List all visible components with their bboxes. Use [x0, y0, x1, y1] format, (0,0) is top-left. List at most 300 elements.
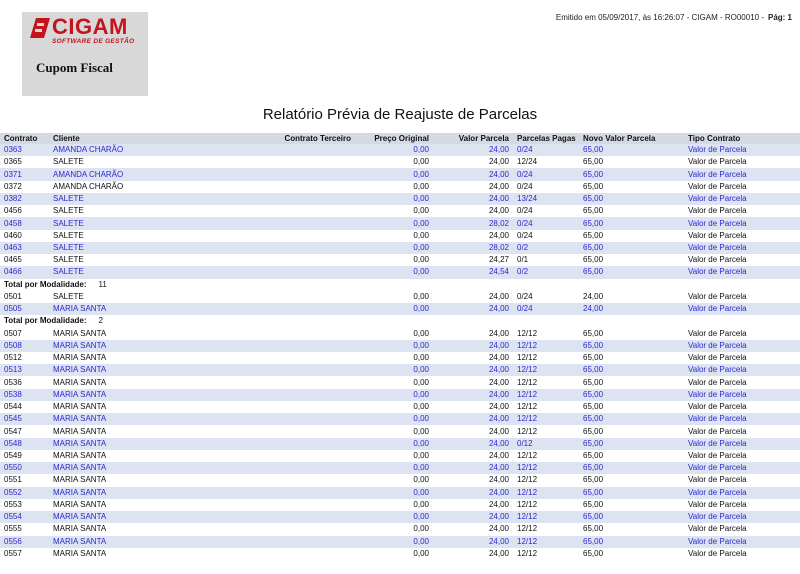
- col-header-contrato-terceiro: Contrato Terceiro: [245, 133, 355, 144]
- cell-cliente: MARIA SANTA: [53, 353, 107, 363]
- table-row: [0, 254, 800, 266]
- cell-contrato: 0547: [4, 426, 22, 436]
- cell-contrato: 0552: [0, 487, 49, 499]
- cell-cliente: SALETE: [53, 255, 84, 265]
- cell-contrato-terceiro: [245, 511, 355, 523]
- cell-cliente: MARIA SANTA: [49, 487, 245, 499]
- table-row: [0, 193, 800, 205]
- cell-preco-original: 0,00: [413, 548, 429, 558]
- cell-tipo-contrato: Valor de Parcela: [684, 193, 800, 205]
- cell-contrato-terceiro: [245, 303, 355, 315]
- logo-tagline: SOFTWARE DE GESTÃO: [52, 38, 135, 45]
- cell-contrato-terceiro: [245, 217, 355, 229]
- cell-preco-original: 0,00: [355, 340, 433, 352]
- table-body: [0, 144, 800, 560]
- cell-novo-valor-parcela: 65,00: [583, 353, 604, 363]
- col-header-preco-original: Preço Original: [355, 133, 433, 144]
- cell-contrato-terceiro: [245, 474, 355, 486]
- cell-parcelas-pagas: 12/12: [513, 340, 579, 352]
- cell-tipo-contrato: Valor de Parcela: [688, 475, 747, 485]
- cell-parcelas-pagas: 0/2: [513, 266, 579, 278]
- cell-contrato: 0501: [4, 291, 22, 301]
- cell-preco-original: 0,00: [413, 402, 429, 412]
- cell-preco-original: 0,00: [413, 377, 429, 387]
- cell-contrato: 0460: [4, 230, 22, 240]
- cell-cliente: MARIA SANTA: [49, 438, 245, 450]
- cell-tipo-contrato: Valor de Parcela: [688, 548, 747, 558]
- cell-valor-parcela: 24,27: [488, 255, 509, 265]
- table-row: [0, 266, 800, 278]
- cell-parcelas-pagas: 12/12: [517, 402, 538, 412]
- cell-novo-valor-parcela: 65,00: [579, 193, 684, 205]
- cell-contrato: 0544: [4, 402, 22, 412]
- cell-cliente: SALETE: [53, 157, 84, 167]
- cell-contrato-terceiro: [245, 450, 355, 462]
- cell-parcelas-pagas: 12/12: [513, 389, 579, 401]
- subtotal-row: [0, 279, 800, 291]
- cell-valor-parcela: 24,00: [433, 144, 513, 156]
- cell-contrato-terceiro: [245, 389, 355, 401]
- cell-contrato: 0553: [4, 499, 22, 509]
- cell-novo-valor-parcela: 65,00: [579, 487, 684, 499]
- cell-preco-original: 0,00: [413, 328, 429, 338]
- cell-cliente: MARIA SANTA: [53, 328, 107, 338]
- cell-cliente: MARIA SANTA: [49, 303, 245, 315]
- cell-valor-parcela: 24,00: [488, 353, 509, 363]
- cell-contrato: 0554: [0, 511, 49, 523]
- cell-cliente: SALETE: [49, 193, 245, 205]
- cell-tipo-contrato: Valor de Parcela: [688, 206, 747, 216]
- cell-preco-original: 0,00: [355, 536, 433, 548]
- cell-valor-parcela: 28,02: [433, 242, 513, 254]
- cell-parcelas-pagas: 12/12: [517, 450, 538, 460]
- cell-tipo-contrato: Valor de Parcela: [684, 242, 800, 254]
- col-header-parcelas-pagas: Parcelas Pagas: [513, 133, 579, 144]
- cell-valor-parcela: 24,54: [433, 266, 513, 278]
- cell-contrato: 0508: [0, 340, 49, 352]
- cell-tipo-contrato: Valor de Parcela: [688, 450, 747, 460]
- cell-contrato: 0550: [0, 462, 49, 474]
- cell-contrato-terceiro: [245, 536, 355, 548]
- table-row: [0, 144, 800, 156]
- cell-novo-valor-parcela: 65,00: [579, 217, 684, 229]
- cell-parcelas-pagas: 12/12: [513, 462, 579, 474]
- cell-tipo-contrato: Valor de Parcela: [684, 217, 800, 229]
- cell-preco-original: 0,00: [355, 266, 433, 278]
- cell-contrato-terceiro: [245, 523, 355, 535]
- cell-valor-parcela: 24,00: [433, 536, 513, 548]
- logo-brand: CIGAM: [52, 14, 128, 39]
- table-row: [0, 499, 800, 511]
- cell-contrato: 0548: [0, 438, 49, 450]
- cell-preco-original: 0,00: [413, 353, 429, 363]
- cell-parcelas-pagas: 0/24: [513, 144, 579, 156]
- table-row: [0, 291, 800, 303]
- table-row: [0, 474, 800, 486]
- cell-cliente: MARIA SANTA: [49, 364, 245, 376]
- cell-novo-valor-parcela: 65,00: [579, 462, 684, 474]
- cigam-logo-icon: [30, 18, 50, 38]
- cell-preco-original: 0,00: [355, 389, 433, 401]
- cell-contrato: 0557: [4, 548, 22, 558]
- cell-contrato-terceiro: [245, 254, 355, 266]
- table-row: [0, 450, 800, 462]
- cell-parcelas-pagas: 12/12: [513, 487, 579, 499]
- cell-cliente: MARIA SANTA: [53, 499, 107, 509]
- cell-valor-parcela: 28,02: [433, 217, 513, 229]
- subtotal-label: Total por Modalidade:: [4, 316, 87, 326]
- cell-parcelas-pagas: 0/24: [513, 217, 579, 229]
- cell-contrato-terceiro: [245, 352, 355, 364]
- cell-contrato: 0512: [4, 353, 22, 363]
- cell-tipo-contrato: Valor de Parcela: [688, 157, 747, 167]
- cell-valor-parcela: 24,00: [488, 426, 509, 436]
- report-table: [0, 133, 800, 560]
- cell-preco-original: 0,00: [413, 499, 429, 509]
- cell-tipo-contrato: Valor de Parcela: [688, 402, 747, 412]
- cell-preco-original: 0,00: [413, 426, 429, 436]
- cell-novo-valor-parcela: 65,00: [579, 340, 684, 352]
- table-row: [0, 425, 800, 437]
- cell-contrato-terceiro: [245, 291, 355, 303]
- col-header-cliente: Cliente: [49, 133, 245, 144]
- cell-contrato: 0536: [4, 377, 22, 387]
- cell-parcelas-pagas: 12/12: [513, 511, 579, 523]
- cell-tipo-contrato: Valor de Parcela: [684, 303, 800, 315]
- cell-novo-valor-parcela: 65,00: [579, 389, 684, 401]
- cell-valor-parcela: 24,00: [433, 462, 513, 474]
- cell-preco-original: 0,00: [355, 217, 433, 229]
- cell-novo-valor-parcela: 65,00: [579, 144, 684, 156]
- col-header-valor-parcela: Valor Parcela: [433, 133, 513, 144]
- table-header-row: [0, 133, 800, 144]
- cell-contrato-terceiro: [245, 413, 355, 425]
- subtotal-count: 11: [98, 279, 107, 289]
- cell-tipo-contrato: Valor de Parcela: [684, 462, 800, 474]
- cell-cliente: MARIA SANTA: [49, 511, 245, 523]
- cell-cliente: MARIA SANTA: [53, 377, 107, 387]
- cell-preco-original: 0,00: [355, 144, 433, 156]
- cell-parcelas-pagas: 12/12: [517, 426, 538, 436]
- company-logo: [22, 12, 148, 96]
- cell-cliente: MARIA SANTA: [49, 340, 245, 352]
- cell-novo-valor-parcela: 65,00: [583, 255, 604, 265]
- page-number: Pág: 1: [767, 13, 792, 22]
- table-row: [0, 536, 800, 548]
- cell-novo-valor-parcela: 24,00: [579, 303, 684, 315]
- logo-caption: Cupom Fiscal: [36, 60, 113, 75]
- cell-contrato-terceiro: [245, 438, 355, 450]
- cell-valor-parcela: 24,00: [433, 438, 513, 450]
- cell-contrato-terceiro: [245, 548, 355, 560]
- cell-parcelas-pagas: 0/1: [517, 255, 529, 265]
- cell-preco-original: 0,00: [355, 462, 433, 474]
- cell-contrato-terceiro: [245, 205, 355, 217]
- table-row: [0, 242, 800, 254]
- cell-novo-valor-parcela: 65,00: [583, 157, 604, 167]
- cell-tipo-contrato: Valor de Parcela: [688, 499, 747, 509]
- subtotal-cell: [0, 279, 800, 291]
- cell-novo-valor-parcela: 65,00: [583, 450, 604, 460]
- table-row: [0, 303, 800, 315]
- col-header-tipo-contrato: Tipo Contrato: [684, 133, 800, 144]
- cell-parcelas-pagas: 0/24: [513, 168, 579, 180]
- cell-parcelas-pagas: 0/24: [517, 291, 533, 301]
- cell-contrato: 0465: [4, 255, 22, 265]
- cell-valor-parcela: 24,00: [488, 181, 509, 191]
- cell-valor-parcela: 24,00: [488, 291, 509, 301]
- cell-parcelas-pagas: 0/24: [517, 230, 533, 240]
- cell-parcelas-pagas: 12/12: [513, 536, 579, 548]
- cell-tipo-contrato: Valor de Parcela: [684, 168, 800, 180]
- cell-novo-valor-parcela: 65,00: [579, 266, 684, 278]
- cell-novo-valor-parcela: 24,00: [583, 291, 604, 301]
- cell-contrato: 0458: [0, 217, 49, 229]
- cell-contrato-terceiro: [245, 499, 355, 511]
- cell-cliente: MARIA SANTA: [53, 426, 107, 436]
- cell-novo-valor-parcela: 65,00: [579, 511, 684, 523]
- cell-valor-parcela: 24,00: [488, 402, 509, 412]
- cell-cliente: AMANDA CHARÃO: [49, 168, 245, 180]
- cell-contrato: 0363: [0, 144, 49, 156]
- table-row: [0, 205, 800, 217]
- subtotal-cell: [0, 315, 800, 327]
- cell-novo-valor-parcela: 65,00: [583, 524, 604, 534]
- cell-cliente: MARIA SANTA: [53, 402, 107, 412]
- table-row: [0, 352, 800, 364]
- table-row: [0, 462, 800, 474]
- cell-tipo-contrato: Valor de Parcela: [688, 426, 747, 436]
- cell-cliente: MARIA SANTA: [49, 389, 245, 401]
- cell-parcelas-pagas: 12/12: [513, 364, 579, 376]
- cell-contrato-terceiro: [245, 425, 355, 437]
- cell-preco-original: 0,00: [413, 157, 429, 167]
- cell-tipo-contrato: Valor de Parcela: [684, 266, 800, 278]
- table-row: [0, 340, 800, 352]
- table-row: [0, 156, 800, 168]
- cell-cliente: AMANDA CHARÃO: [49, 144, 245, 156]
- cell-valor-parcela: 24,00: [433, 389, 513, 401]
- cell-tipo-contrato: Valor de Parcela: [688, 230, 747, 240]
- cell-contrato-terceiro: [245, 144, 355, 156]
- cell-preco-original: 0,00: [355, 193, 433, 205]
- cell-cliente: SALETE: [53, 291, 84, 301]
- cell-contrato: 0466: [0, 266, 49, 278]
- cell-parcelas-pagas: 0/24: [517, 206, 533, 216]
- table-row: [0, 328, 800, 340]
- subtotal-label: Total por Modalidade:: [4, 279, 87, 289]
- cell-novo-valor-parcela: 65,00: [583, 548, 604, 558]
- cell-tipo-contrato: Valor de Parcela: [684, 364, 800, 376]
- cell-parcelas-pagas: 0/2: [513, 242, 579, 254]
- table-row: [0, 511, 800, 523]
- cell-preco-original: 0,00: [413, 230, 429, 240]
- cell-contrato: 0555: [4, 524, 22, 534]
- cell-valor-parcela: 24,00: [488, 499, 509, 509]
- cell-valor-parcela: 24,00: [433, 303, 513, 315]
- table-row: [0, 548, 800, 560]
- cell-contrato-terceiro: [245, 376, 355, 388]
- cell-valor-parcela: 24,00: [433, 193, 513, 205]
- cell-novo-valor-parcela: 65,00: [583, 426, 604, 436]
- cell-parcelas-pagas: 12/12: [517, 328, 538, 338]
- cell-preco-original: 0,00: [355, 168, 433, 180]
- cell-valor-parcela: 24,00: [488, 548, 509, 558]
- cell-valor-parcela: 24,00: [488, 450, 509, 460]
- cell-novo-valor-parcela: 65,00: [583, 328, 604, 338]
- cell-tipo-contrato: Valor de Parcela: [688, 377, 747, 387]
- cell-preco-original: 0,00: [413, 255, 429, 265]
- cell-novo-valor-parcela: 65,00: [579, 168, 684, 180]
- cell-parcelas-pagas: 12/12: [513, 413, 579, 425]
- cell-preco-original: 0,00: [413, 206, 429, 216]
- table-row: [0, 181, 800, 193]
- cell-preco-original: 0,00: [355, 511, 433, 523]
- cell-novo-valor-parcela: 65,00: [583, 206, 604, 216]
- cell-valor-parcela: 24,00: [433, 511, 513, 523]
- cell-tipo-contrato: Valor de Parcela: [684, 144, 800, 156]
- cell-contrato: 0507: [4, 328, 22, 338]
- report-title: Relatório Prévia de Reajuste de Parcelas: [262, 106, 538, 123]
- cell-novo-valor-parcela: 65,00: [579, 536, 684, 548]
- cell-tipo-contrato: Valor de Parcela: [684, 413, 800, 425]
- cell-contrato: 0551: [4, 475, 22, 485]
- cell-valor-parcela: 24,00: [488, 524, 509, 534]
- cell-cliente: MARIA SANTA: [49, 462, 245, 474]
- cell-valor-parcela: 24,00: [488, 157, 509, 167]
- cell-contrato: 0456: [4, 206, 22, 216]
- cell-contrato-terceiro: [245, 242, 355, 254]
- cell-novo-valor-parcela: 65,00: [583, 377, 604, 387]
- cell-tipo-contrato: Valor de Parcela: [688, 291, 747, 301]
- cell-novo-valor-parcela: 65,00: [583, 402, 604, 412]
- emission-info: [556, 13, 792, 22]
- cell-contrato: 0505: [0, 303, 49, 315]
- cell-contrato-terceiro: [245, 193, 355, 205]
- cell-cliente: SALETE: [49, 217, 245, 229]
- cell-contrato: 0513: [0, 364, 49, 376]
- cell-cliente: MARIA SANTA: [49, 413, 245, 425]
- cell-valor-parcela: 24,00: [488, 230, 509, 240]
- cell-contrato-terceiro: [245, 401, 355, 413]
- cell-parcelas-pagas: 13/24: [513, 193, 579, 205]
- cell-preco-original: 0,00: [355, 413, 433, 425]
- cell-valor-parcela: 24,00: [433, 413, 513, 425]
- cell-cliente: SALETE: [53, 206, 84, 216]
- cell-valor-parcela: 24,00: [433, 364, 513, 376]
- cell-tipo-contrato: Valor de Parcela: [684, 536, 800, 548]
- cell-cliente: SALETE: [49, 242, 245, 254]
- table-row: [0, 168, 800, 180]
- table-row: [0, 217, 800, 229]
- cell-preco-original: 0,00: [413, 450, 429, 460]
- col-header-contrato: Contrato: [0, 133, 49, 144]
- cell-contrato-terceiro: [245, 462, 355, 474]
- subtotal-row: [0, 315, 800, 327]
- cell-contrato: 0556: [0, 536, 49, 548]
- cell-tipo-contrato: Valor de Parcela: [688, 524, 747, 534]
- cell-tipo-contrato: Valor de Parcela: [688, 181, 747, 191]
- cell-tipo-contrato: Valor de Parcela: [684, 438, 800, 450]
- table-row: [0, 523, 800, 535]
- emission-text: Emitido em 05/09/2017, às 16:26:07 - CIGAM - RO00010 -: [555, 13, 764, 22]
- table-row: [0, 389, 800, 401]
- table-row: [0, 438, 800, 450]
- cell-parcelas-pagas: 0/12: [513, 438, 579, 450]
- cell-contrato-terceiro: [245, 487, 355, 499]
- table-row: [0, 413, 800, 425]
- cell-preco-original: 0,00: [413, 475, 429, 485]
- cell-novo-valor-parcela: 65,00: [579, 438, 684, 450]
- cell-cliente: MARIA SANTA: [53, 548, 107, 558]
- cell-valor-parcela: 24,00: [433, 168, 513, 180]
- cell-preco-original: 0,00: [355, 242, 433, 254]
- cell-cliente: SALETE: [53, 230, 84, 240]
- table-row: [0, 401, 800, 413]
- cell-cliente: MARIA SANTA: [53, 524, 107, 534]
- col-header-novo-valor-parcela: Novo Valor Parcela: [579, 133, 684, 144]
- cell-contrato: 0538: [0, 389, 49, 401]
- cell-novo-valor-parcela: 65,00: [583, 230, 604, 240]
- table-row: [0, 364, 800, 376]
- cell-contrato-terceiro: [245, 181, 355, 193]
- table-row: [0, 487, 800, 499]
- cell-tipo-contrato: Valor de Parcela: [688, 353, 747, 363]
- cell-contrato-terceiro: [245, 266, 355, 278]
- table-row: [0, 230, 800, 242]
- subtotal-count: 2: [98, 316, 103, 326]
- cell-parcelas-pagas: 12/12: [517, 377, 538, 387]
- cell-preco-original: 0,00: [355, 303, 433, 315]
- cell-contrato: 0365: [4, 157, 22, 167]
- cell-contrato: 0545: [0, 413, 49, 425]
- cell-valor-parcela: 24,00: [433, 487, 513, 499]
- cell-preco-original: 0,00: [413, 291, 429, 301]
- cell-contrato-terceiro: [245, 230, 355, 242]
- cell-tipo-contrato: Valor de Parcela: [688, 328, 747, 338]
- cell-contrato-terceiro: [245, 328, 355, 340]
- cell-preco-original: 0,00: [413, 524, 429, 534]
- cell-parcelas-pagas: 12/24: [517, 157, 538, 167]
- table-row: [0, 376, 800, 388]
- cell-tipo-contrato: Valor de Parcela: [684, 487, 800, 499]
- cell-contrato-terceiro: [245, 364, 355, 376]
- cell-parcelas-pagas: 12/12: [517, 548, 538, 558]
- cell-tipo-contrato: Valor de Parcela: [684, 340, 800, 352]
- cell-contrato: 0463: [0, 242, 49, 254]
- cell-tipo-contrato: Valor de Parcela: [688, 255, 747, 265]
- cell-novo-valor-parcela: 65,00: [579, 242, 684, 254]
- cell-cliente: AMANDA CHARÃO: [53, 181, 124, 191]
- cell-parcelas-pagas: 0/24: [513, 303, 579, 315]
- cell-cliente: SALETE: [49, 266, 245, 278]
- cell-contrato: 0372: [4, 181, 22, 191]
- cell-tipo-contrato: Valor de Parcela: [684, 389, 800, 401]
- cell-novo-valor-parcela: 65,00: [583, 499, 604, 509]
- cell-contrato-terceiro: [245, 168, 355, 180]
- cell-cliente: MARIA SANTA: [53, 475, 107, 485]
- cell-contrato-terceiro: [245, 340, 355, 352]
- cell-preco-original: 0,00: [355, 487, 433, 499]
- cell-parcelas-pagas: 12/12: [517, 524, 538, 534]
- cell-parcelas-pagas: 0/24: [517, 181, 533, 191]
- cell-preco-original: 0,00: [355, 364, 433, 376]
- cell-parcelas-pagas: 12/12: [517, 475, 538, 485]
- cell-contrato-terceiro: [245, 156, 355, 168]
- cell-contrato: 0549: [4, 450, 22, 460]
- cell-valor-parcela: 24,00: [488, 475, 509, 485]
- cell-valor-parcela: 24,00: [488, 377, 509, 387]
